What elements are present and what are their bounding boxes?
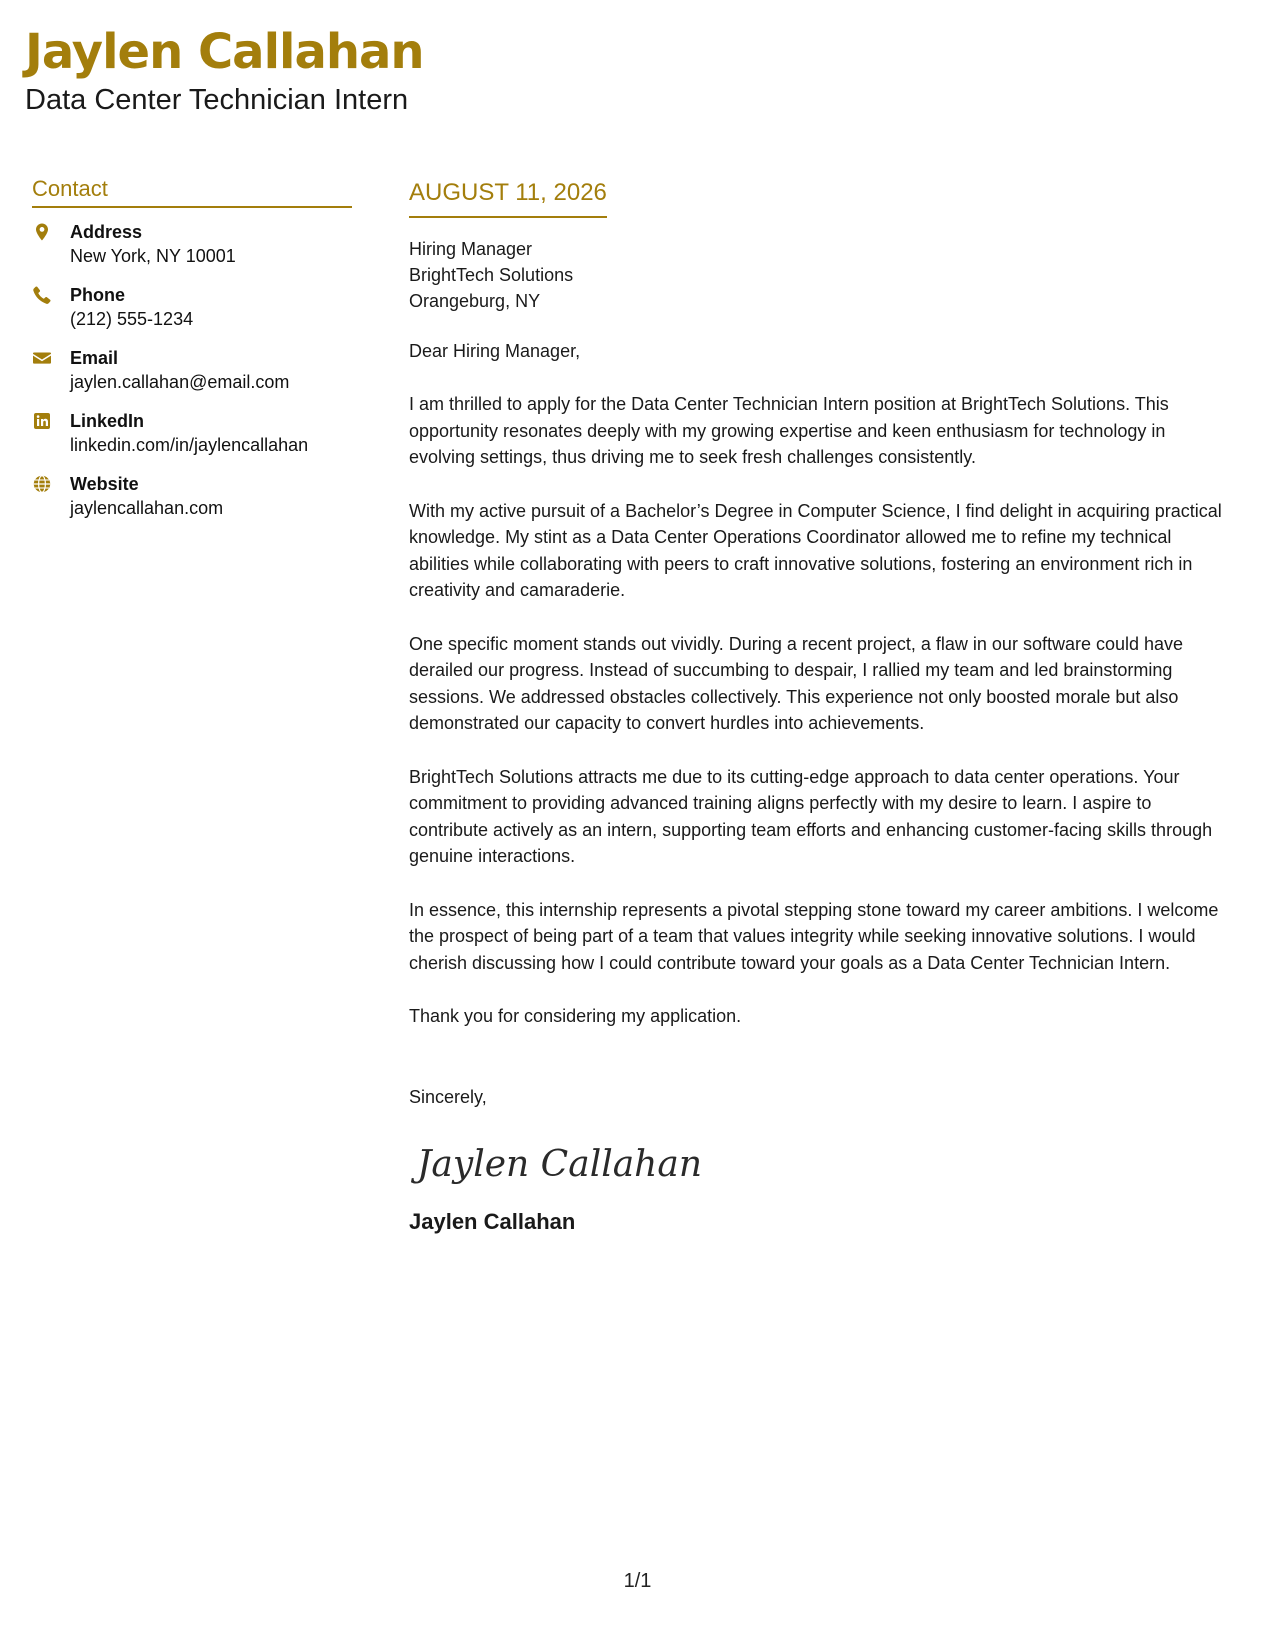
signed-name: Jaylen Callahan	[409, 1208, 576, 1234]
letter-paragraph: One specific moment stands out vividly. During a recent project, a flaw in our software could have derailed our progress. Instead of succumbing to despair, I rallied my team and led brainstorming sessions. We addressed obstacles collectively. This experience not only boosted morale but also demonstrated our capacity to convert hurdles into achievements.	[409, 633, 1184, 733]
recipient-line: BrightTech Solutions	[409, 265, 574, 285]
closing: Sincerely,	[409, 1086, 487, 1107]
contact-label: LinkedIn	[70, 411, 145, 431]
phone-icon	[32, 285, 52, 305]
letter-paragraph: In essence, this internship represents a pivotal stepping stone toward my career ambitions. I welcome the prospect of being part of a team that values integrity while seeking innovative solutions. I would cherish discussing how I could contribute toward your goals as a Data Center Technician Intern.	[409, 899, 1219, 973]
letter-paragraph: With my active pursuit of a Bachelor’s Degree in Computer Science, I find delight in acquiring practical knowledge. My stint as a Data Center Operations Coordinator allowed me to refine my technical abilities while collaborating with peers to craft innovative solutions, fostering an environment rich in creativity and camaraderie.	[409, 500, 1222, 600]
contact-sidebar	[32, 176, 352, 535]
contact-value: (212) 555-1234	[70, 309, 194, 329]
contact-label: Phone	[70, 285, 126, 305]
contact-phone	[32, 283, 352, 346]
map-pin-icon	[32, 222, 52, 242]
contact-label: Website	[70, 474, 139, 494]
contact-value: linkedin.com/in/jaylencallahan	[70, 435, 309, 455]
contact-email	[32, 346, 352, 409]
recipient-line: Hiring Manager	[409, 239, 533, 259]
letter-paragraph: I am thrilled to apply for the Data Center Technician Intern position at BrightTech Solutions. This opportunity resonates deeply with my growing expertise and keen enthusiasm for technology in evolving settings, thus driving me to seek fresh challenges consistently.	[409, 394, 1169, 467]
contact-value: jaylen.callahan@email.com	[70, 372, 290, 392]
contact-label: Email	[70, 348, 119, 368]
signature-text: Jaylen Callahan	[417, 1143, 703, 1185]
contact-value: New York, NY 10001	[70, 246, 236, 266]
contact-list	[32, 220, 352, 535]
recipient-block	[409, 236, 1229, 314]
contact-linkedin	[32, 409, 352, 472]
contact-label: Address	[70, 222, 143, 242]
letter-paragraph: Thank you for considering my application.	[409, 1006, 742, 1026]
page-number: 1/1	[623, 1570, 652, 1592]
candidate-name: Jaylen Callahan	[25, 24, 424, 80]
letter-body	[409, 178, 1229, 1236]
salutation: Dear Hiring Manager,	[409, 341, 581, 361]
letter-paragraph: BrightTech Solutions attracts me due to its cutting-edge approach to data center operations. Your commitment to providing advanced training aligns perfectly with my desire to learn. I aspire to contribute actively as an intern, supporting team efforts and enhancing customer-facing skills through genuine interactions.	[409, 766, 1213, 866]
letter-date: AUGUST 11, 2026	[409, 178, 607, 218]
globe-icon	[32, 474, 52, 494]
envelope-icon	[32, 348, 52, 368]
linkedin-icon	[32, 411, 52, 431]
recipient-line: Orangeburg, NY	[409, 291, 541, 311]
contact-website	[32, 472, 352, 535]
candidate-role: Data Center Technician Intern	[25, 84, 409, 116]
contact-value: jaylencallahan.com	[70, 498, 224, 518]
contact-heading: Contact	[32, 176, 352, 208]
handwritten-signature	[413, 1132, 1229, 1194]
contact-address	[32, 220, 352, 283]
